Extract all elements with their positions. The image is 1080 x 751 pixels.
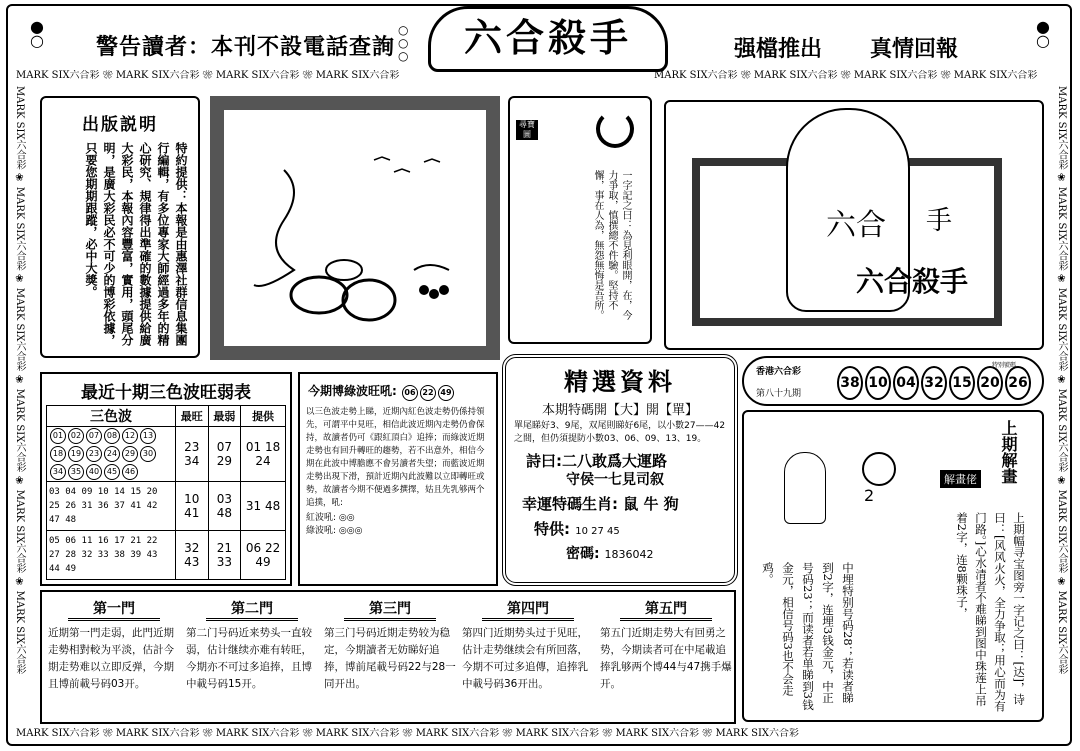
wave-table-panel (40, 372, 292, 586)
wave-ball: 13 (140, 428, 156, 444)
header-warning: 警告讀者：本刊不設電話查詢 (96, 35, 396, 60)
special-pick-label: 特供: (534, 520, 570, 538)
wave-header-weak: 最弱 (208, 406, 241, 427)
result-ball-1: 38 (837, 366, 863, 400)
wave-table-title: 最近十期三色波旺弱表 (81, 383, 251, 403)
wave-row-red-balls (47, 427, 176, 482)
results-numbers (836, 366, 1032, 400)
gate-5 (600, 598, 732, 693)
header-slogan-left: 强檔推出 (734, 37, 823, 62)
selected-info-line2: 單尾睇好3、9尾，双尾則睇好6尾，以小數27——42之間，但仍須提防小數03、06、09、13、19。 (514, 421, 726, 444)
border-strip-bottom: MARK SIX六合彩 ❀ MARK SIX六合彩 ❀ MARK SIX六合彩 ❀ MARK SIX六合彩 ❀ MARK SIX六合彩 ❀ MARK SIX六合彩 ❀ MARK SIX六合彩 ❀ MARK SIX六合彩 (16, 728, 800, 739)
wave-ball: 09 (81, 487, 93, 497)
wave-ball: 31 (81, 501, 93, 511)
wave-row-green-balls (47, 531, 176, 580)
gate-4-body: 第四门近期势头过于见旺，估计走势继续会有所回落，今期不可过多追傳，追捧乳中載号码36开出。 (462, 627, 588, 690)
selected-info-line1: 本期特碼開【大】開【單】 (541, 403, 698, 418)
green-wave-num-2: 22 (420, 385, 436, 401)
bead-chain-left-icon: ● ○ (30, 17, 44, 50)
riddle-image-icon (784, 452, 826, 524)
result-ball-2: 10 (865, 366, 891, 400)
gate-3-title: 第三門 (344, 598, 436, 621)
riddle-title: 上期解畫 (999, 420, 1018, 484)
lantern-icon (862, 452, 896, 486)
results-panel (742, 356, 1044, 406)
wave-ball: 21 (130, 536, 142, 546)
photo-panel (664, 100, 1044, 350)
wave-ball: 20 (146, 487, 158, 497)
wave-ball: 43 (146, 550, 158, 560)
publication-notice-body: 特約提供：本報是由惠澤社群信息集團行編輯，有多位專家大師經過多年的精心研究、規律得出準確的數據提供給廣大彩民，本報內容豐富，實用，頭尾分明，是廣大彩民必不可少的博彩依據，只要您期期跟蹤，必中大獎。 (84, 142, 188, 346)
wave-ball: 08 (104, 428, 120, 444)
poem-line-2: 守侯一七見司叙 (566, 472, 664, 488)
wave-row-red-pick: 01 18 24 (241, 427, 286, 482)
wave-ball: 18 (50, 446, 66, 462)
gate-2-body: 第二门号码近来势头一直较弱，估计继续亦难有转旺，今期亦不可过多追捧，且博中載号码15开。 (186, 627, 312, 690)
wave-ball: 27 (49, 550, 60, 560)
wave-ball: 49 (65, 564, 77, 574)
result-ball-special: 26 (1005, 366, 1031, 400)
wave-ball: 42 (146, 501, 158, 511)
wave-ball: 02 (68, 428, 84, 444)
green-wave-pick: 綠波吼: ◎◎◎ (306, 526, 363, 536)
wave-table (46, 405, 286, 580)
riddle-tag: 解畫佬 (940, 470, 981, 488)
wave-ball: 07 (86, 428, 102, 444)
border-strip-right: MARK SIX六合彩 ❀ MARK SIX六合彩 ❀ MARK SIX六合彩 ❀ MARK SIX六合彩 ❀ MARK SIX六合彩 ❀ MARK SIX六合彩 (1056, 86, 1067, 675)
wave-ball: 03 (49, 487, 60, 497)
gate-1-body: 近期第一門走弱，此門近期走勢相對較为平淡，估計今期走势难以立即反弹，今期且博前載号码03开。 (48, 627, 174, 690)
wave-row-blue-hot: 10 41 (176, 482, 209, 531)
wave-ball: 41 (130, 501, 142, 511)
wave-row-red-weak: 07 29 (208, 427, 241, 482)
wave-ball: 46 (122, 464, 138, 480)
wave-ball: 10 (97, 487, 109, 497)
wave-ball: 45 (104, 464, 120, 480)
results-label: 香港六合彩 (756, 367, 802, 377)
lucky-zodiac-label: 幸運特碼生肖: (522, 495, 618, 513)
green-wave-title: 今期博綠波旺吼: (308, 384, 397, 398)
wave-ball: 48 (65, 515, 77, 525)
wave-header-hot: 最旺 (176, 406, 209, 427)
wave-ball: 35 (68, 464, 84, 480)
wave-ball: 01 (50, 428, 66, 444)
riddle-number: 2 (864, 486, 875, 505)
wave-row-blue (47, 482, 286, 531)
gate-4-title: 第四門 (482, 598, 574, 621)
wave-ball: 16 (97, 536, 109, 546)
secret-code-value: 1836042 (604, 548, 654, 561)
special-pick (534, 518, 734, 539)
header-slogan-right: 真情回報 (870, 37, 959, 62)
selected-info-title: 精選資料 (564, 367, 676, 396)
treasure-map-tag: 尋寶圖 (516, 120, 538, 140)
wave-row-green-hot: 32 43 (176, 531, 209, 580)
wave-ball: 04 (65, 487, 77, 497)
wave-ball: 47 (49, 515, 60, 525)
treasure-picture-frame (210, 96, 500, 360)
lucky-zodiac-value: 鼠 牛 狗 (623, 495, 679, 513)
result-ball-4: 32 (921, 366, 947, 400)
wave-row-green-weak: 21 33 (208, 531, 241, 580)
masthead-logo (428, 6, 668, 72)
bead-chain-right-icon: ● ○ (1036, 17, 1050, 50)
wave-header-pick: 提供 (241, 406, 286, 427)
wave-table-header (47, 406, 286, 427)
riddle-col-1: 上期幅寻宝图旁一字记之曰：[达]，诗曰：[风风火火，全力争取；用心而为有门路。]心水清者不难睇到图中珠莲上吊着2字，连8颗珠子， (955, 512, 1026, 712)
wave-ball: 23 (86, 446, 102, 462)
green-wave-num-3: 49 (438, 385, 454, 401)
wave-ball: 25 (49, 501, 60, 511)
special-pick-value: 10 27 45 (575, 526, 620, 537)
wave-row-blue-balls (47, 482, 176, 531)
wave-row-red (47, 427, 286, 482)
results-period: 第八十九期 (756, 389, 802, 399)
wave-ball: 12 (122, 428, 138, 444)
photo-caption-1: 六合 (826, 208, 886, 243)
wave-ball: 32 (81, 550, 93, 560)
secret-code (566, 543, 734, 563)
gate-1 (48, 598, 180, 693)
red-wave-pick: 紅波吼: ◎◎ (306, 513, 355, 523)
publication-notice-title: 出版説明 (82, 115, 158, 135)
gate-1-title: 第一門 (68, 598, 160, 621)
border-strip-left: MARK SIX六合彩 ❀ MARK SIX六合彩 ❀ MARK SIX六合彩 ❀ MARK SIX六合彩 ❀ MARK SIX六合彩 ❀ MARK SIX六合彩 (14, 86, 25, 675)
wave-row-green-pick: 06 22 49 (241, 531, 286, 580)
wave-row-red-hot: 23 34 (176, 427, 209, 482)
riddle-col-2: 中埋特别号码28；若读者睇到2字，连埋3钱金元，中正号码23；而读者若单睇到3钱金元，相信号码3也不会走鸡。 (761, 562, 855, 711)
green-wave-panel (298, 372, 498, 586)
gate-2-title: 第二門 (206, 598, 298, 621)
border-strip-top: MARK SIX六合彩 ❀ MARK SIX六合彩 ❀ MARK SIX六合彩 ❀ MARK SIX六合彩 (16, 70, 400, 81)
green-wave-num-1: 06 (402, 385, 418, 401)
gate-5-title: 第五門 (620, 598, 712, 621)
gate-3-body: 第三门号码近期走势较为稳定，今期讀者无妨睇好追捧，博前尾載号码22与28一同开出。 (324, 627, 456, 690)
selected-info-panel (502, 354, 738, 586)
special-number-tag: 特别號碼 (991, 362, 1016, 369)
riddle-panel (742, 410, 1044, 722)
result-ball-6: 20 (977, 366, 1003, 400)
wave-ball: 17 (114, 536, 125, 546)
wave-ball: 26 (65, 501, 77, 511)
horseshoe-icon (596, 110, 634, 148)
wave-ball: 34 (50, 464, 66, 480)
photo-caption-3: 六合殺手 (856, 265, 969, 298)
result-ball-3: 04 (893, 366, 919, 400)
wave-ball: 40 (86, 464, 102, 480)
green-wave-header (308, 382, 496, 402)
wave-ball: 19 (68, 446, 84, 462)
wave-ball: 44 (49, 564, 60, 574)
lucky-zodiac (522, 493, 734, 514)
logo-text: 六合殺手 (463, 15, 632, 60)
result-ball-5: 15 (949, 366, 975, 400)
wave-ball: 38 (114, 550, 125, 560)
gate-3 (324, 598, 456, 693)
scroll-panel-text: 一字記之曰：為見利眼開，在，今力爭取，慎撰總不件驗。堅持不懈，事在人為，無怨無悔是吾所。 (592, 170, 631, 320)
wave-ball: 39 (130, 550, 142, 560)
wave-ball: 14 (114, 487, 125, 497)
wave-ball: 36 (97, 501, 109, 511)
secret-code-label: 密碼: (566, 546, 600, 562)
wave-row-green (47, 531, 286, 580)
wave-ball: 22 (146, 536, 158, 546)
wave-ball: 11 (81, 536, 93, 546)
wave-ball: 33 (97, 550, 109, 560)
wave-ball: 24 (104, 446, 120, 462)
wave-ball: 15 (130, 487, 142, 497)
gate-2 (186, 598, 318, 693)
wave-row-blue-pick: 31 48 (241, 482, 286, 531)
treasure-picture-icon (224, 110, 486, 346)
photo-caption-2: 手 (926, 206, 953, 236)
gate-4 (462, 598, 594, 693)
gates-panel (40, 590, 736, 724)
selected-poem (526, 452, 734, 489)
green-wave-body: 以三色波走勢上睇，近期內紅色波走勢仍係持領先，可謂平中見旺，相信此波近期內走勢仍會保持，故讀者仍可《跟紅頂白》追捧；而綠波近期走勢也有回升轉旺的趨勢，若不出意外，相信今期在此波中博膽應不會另讀者失望；而藍波近期走勢出現下滑，預計近期內此波難以立即轉旺或勢，故讀者今期不便過多撰擇，姑且先乳够两个追撲，吼: (306, 407, 485, 508)
poem-line-1: 二八敢爲大運路 (562, 452, 668, 470)
scroll-panel (508, 96, 652, 344)
gate-5-body: 第五门近期走势大有回勇之势，今期读者可在中尾載追捧乳够两个博44与47携手爆开。 (600, 627, 732, 690)
wave-ball: 06 (65, 536, 77, 546)
poem-label: 詩曰: (526, 452, 562, 470)
wave-ball: 28 (65, 550, 77, 560)
wave-ball: 30 (140, 446, 156, 462)
wave-row-blue-weak: 03 48 (208, 482, 241, 531)
border-strip-top-right: MARK SIX六合彩 ❀ MARK SIX六合彩 ❀ MARK SIX六合彩 ❀ MARK SIX六合彩 (654, 70, 1038, 81)
wave-ball: 29 (122, 446, 138, 462)
publication-notice-panel (40, 96, 200, 358)
bead-chain-center-icon: ○ ○ ○ (398, 23, 409, 63)
wave-ball: 05 (49, 536, 60, 546)
wave-ball: 37 (114, 501, 125, 511)
wave-header-color: 三色波 (47, 406, 176, 427)
